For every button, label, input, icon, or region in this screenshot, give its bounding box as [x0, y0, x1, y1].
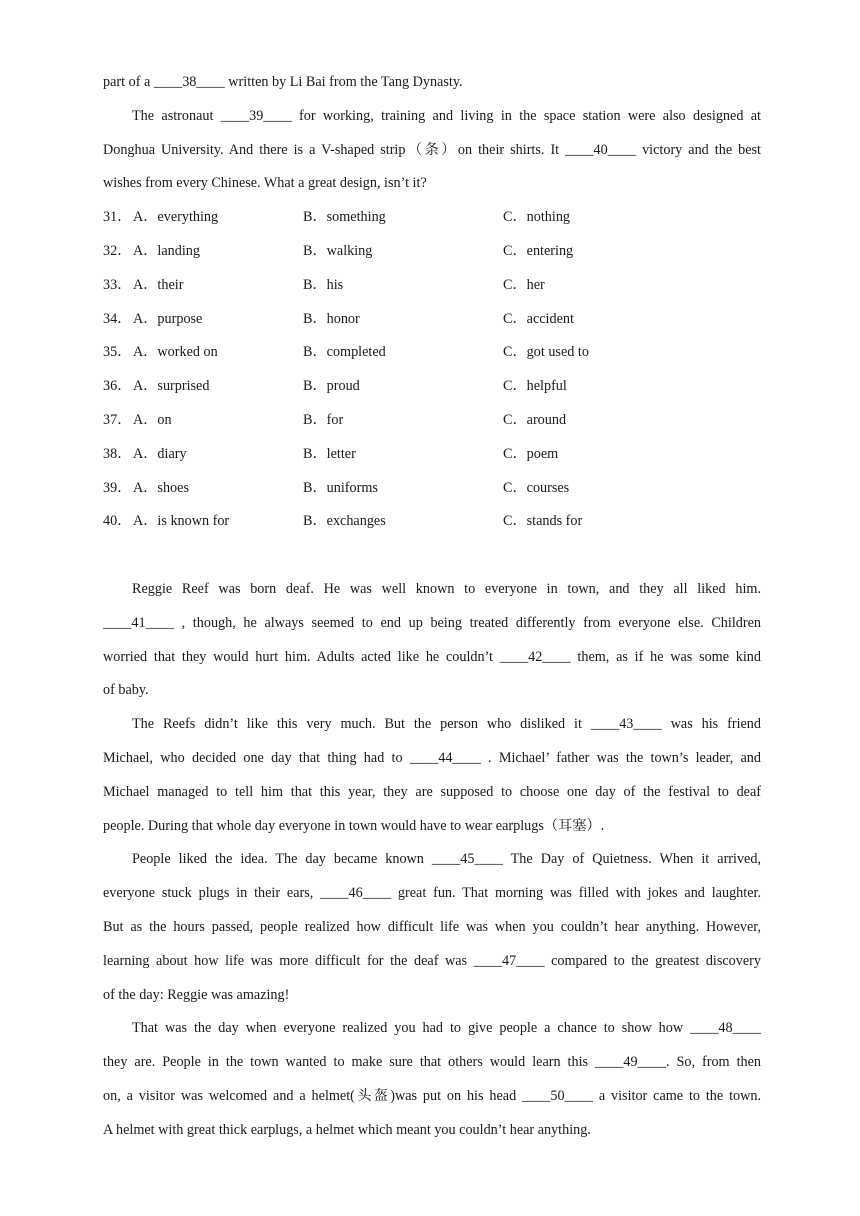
question-row: [103, 336, 761, 370]
option-c: C．stands for: [503, 513, 583, 530]
paragraph: [103, 708, 761, 843]
option-a: A．worked on: [133, 344, 218, 361]
text-line: part of a ____38____ written by Li Bai from the Tang Dynasty.: [103, 74, 463, 90]
text-line: But as the hours passed, people realized how difficult life was when you couldn’t hear anything. However,: [103, 918, 761, 935]
text-line: ____41____ , though, he always seemed to end up being treated differently from everyone else. Children: [103, 614, 761, 631]
question-number: 34．: [103, 310, 132, 327]
option-c: C．helpful: [503, 378, 567, 395]
question-row: [103, 472, 761, 506]
paragraph: [103, 843, 761, 1012]
option-a: A．surprised: [133, 378, 210, 395]
option-a: A．landing: [133, 242, 200, 259]
text-line: of the day: Reggie was amazing!: [103, 986, 290, 1003]
option-c: C．courses: [503, 479, 570, 496]
text-line: Michael managed to tell him that this year, they are supposed to choose one day of the festival to deaf: [103, 783, 761, 800]
text-line: Donghua University. And there is a V-shaped strip（条）on their shirts. It ____40____ victory and the best: [103, 141, 761, 158]
option-c: C．around: [503, 411, 567, 428]
options-list: [103, 201, 761, 539]
question-number: 31．: [103, 209, 132, 226]
text-line: everyone stuck plugs in their ears, ____46____ great fun. That morning was filled with jokes and laughter.: [103, 885, 761, 902]
option-a: A．is known for: [133, 513, 230, 530]
option-c: C．accident: [503, 310, 574, 327]
question-number: 33．: [103, 276, 132, 293]
question-row: [103, 370, 761, 404]
option-b: B．uniforms: [303, 479, 378, 496]
option-b: B．honor: [303, 310, 360, 327]
paragraph: [103, 1012, 761, 1147]
option-a: A．everything: [133, 209, 219, 226]
question-number: 37．: [103, 411, 132, 428]
question-number: 35．: [103, 344, 132, 361]
exam-page: [103, 66, 761, 1148]
question-number: 36．: [103, 378, 132, 395]
question-row: [103, 201, 761, 235]
option-a: A．diary: [133, 445, 187, 462]
text-line: Reggie Reef was born deaf. He was well known to everyone in town, and they all liked him.: [132, 580, 761, 597]
option-c: C．entering: [503, 242, 574, 259]
question-row: [103, 404, 761, 438]
option-b: B．walking: [303, 242, 373, 259]
option-a: A．their: [133, 276, 184, 293]
passage-1-tail: [103, 66, 761, 201]
question-row: [103, 303, 761, 337]
question-number: 39．: [103, 479, 132, 496]
text-line: people. During that whole day everyone in town would have to wear earplugs（耳塞）.: [103, 817, 605, 834]
text-line: The astronaut ____39____ for working, training and living in the space station were also designed at: [132, 107, 761, 124]
option-b: B．completed: [303, 344, 386, 361]
option-a: A．purpose: [133, 310, 203, 327]
option-c: C．got used to: [503, 344, 589, 361]
option-c: C．poem: [503, 445, 559, 462]
option-c: C．nothing: [503, 209, 571, 226]
option-c: C．her: [503, 276, 545, 293]
question-row: [103, 505, 761, 539]
section-gap: [103, 539, 761, 573]
option-b: B．letter: [303, 445, 356, 462]
text-line: worried that they would hurt him. Adults acted like he couldn’t ____42____ them, as if he was some kind: [103, 648, 761, 665]
text-line: People liked the idea. The day became known ____45____ The Day of Quietness. When it arrived,: [132, 851, 761, 868]
question-row: [103, 269, 761, 303]
text-line: on, a visitor was welcomed and a helmet(头盔)was put on his head ____50____ a visitor came to the town.: [103, 1087, 761, 1104]
option-b: B．something: [303, 209, 386, 226]
question-number: 40．: [103, 513, 132, 530]
text-line: A helmet with great thick earplugs, a helmet which meant you couldn’t hear anything.: [103, 1121, 591, 1138]
question-row: [103, 235, 761, 269]
text-line: wishes from every Chinese. What a great design, isn’t it?: [103, 175, 427, 192]
text-line: they are. People in the town wanted to make sure that others would learn this ____49____. So, from then: [103, 1054, 761, 1071]
option-b: B．his: [303, 276, 344, 293]
text-line: The Reefs didn’t like this very much. But the person who disliked it ____43____ was his friend: [132, 716, 761, 733]
question-number: 32．: [103, 242, 132, 259]
paragraph: [103, 573, 761, 708]
option-b: B．proud: [303, 378, 360, 395]
text-line: learning about how life was more difficult for the deaf was ____47____ compared to the greatest discovery: [103, 952, 761, 969]
option-b: B．for: [303, 411, 344, 428]
option-a: A．shoes: [133, 479, 189, 496]
question-number: 38．: [103, 445, 132, 462]
text-line: Michael, who decided one day that thing had to ____44____ . Michael’ father was the town’s leader, and: [103, 749, 761, 766]
question-row: [103, 438, 761, 472]
text-line: of baby.: [103, 682, 149, 699]
option-b: B．exchanges: [303, 513, 386, 530]
option-a: A．on: [133, 411, 172, 428]
text-line: That was the day when everyone realized you had to give people a chance to show how ____48____: [132, 1020, 761, 1037]
passage-2: [103, 573, 761, 1148]
